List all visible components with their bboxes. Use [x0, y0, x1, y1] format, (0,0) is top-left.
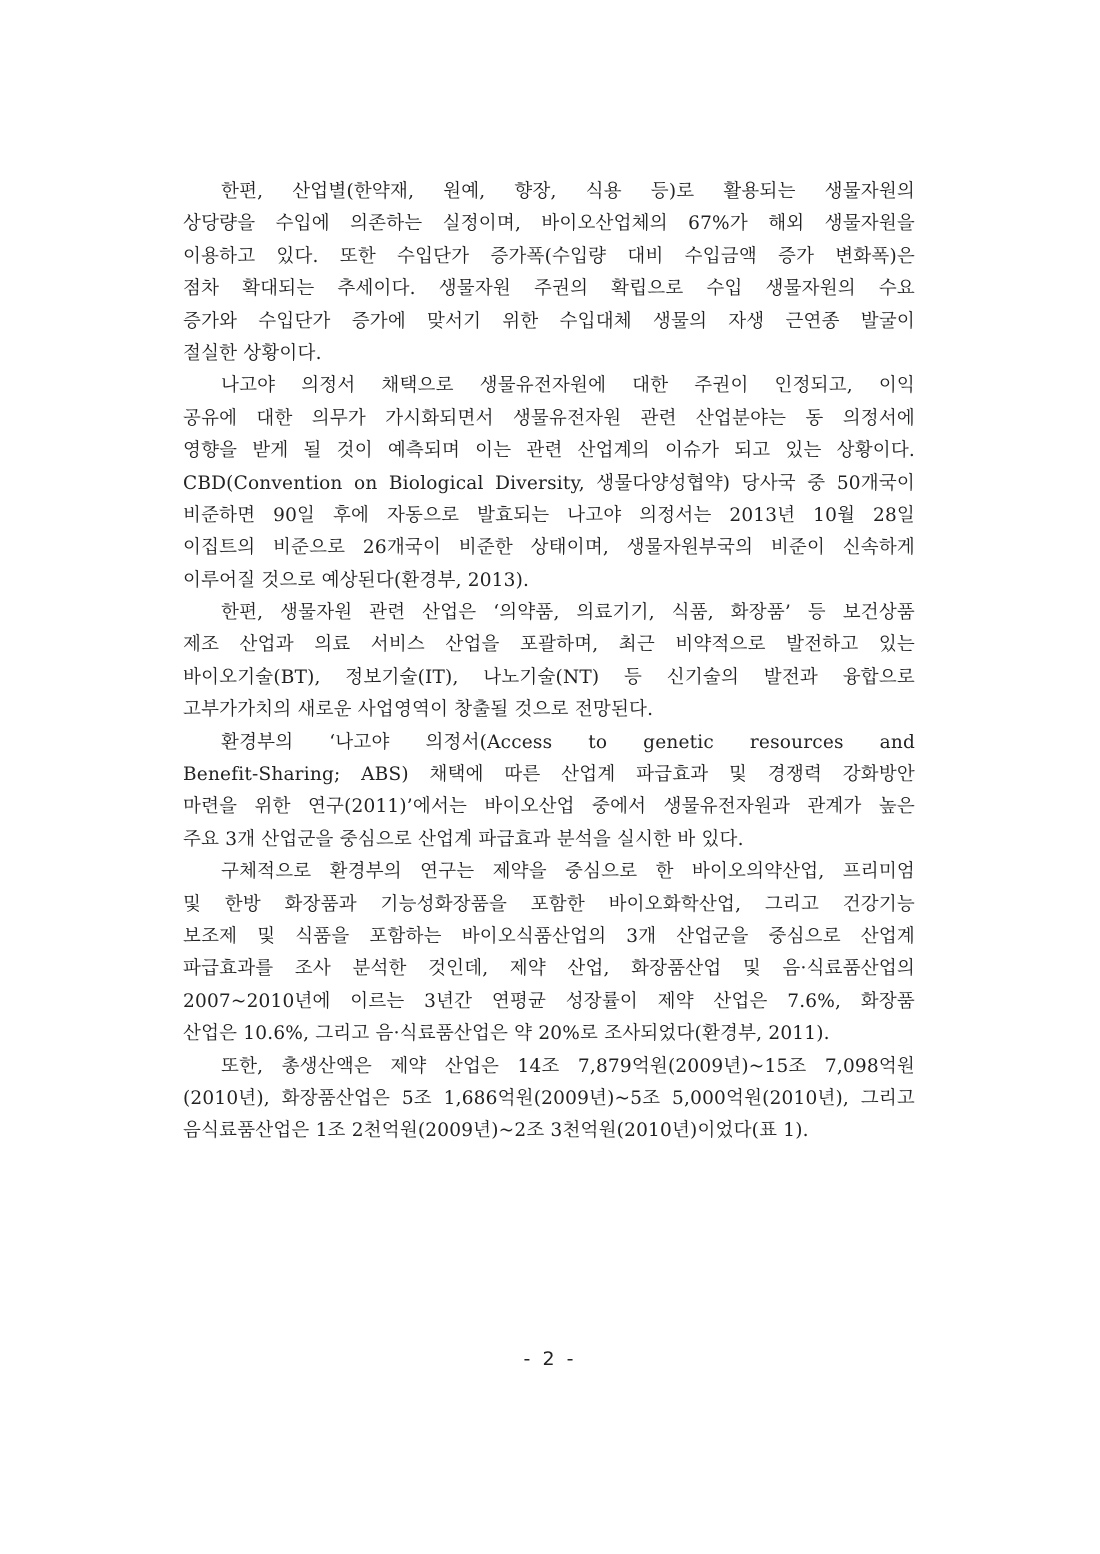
text-line: 비준하면 90일 후에 자동으로 발효되는 나고야 의정서는 2013년 10월 28일	[183, 504, 915, 526]
text-line: 한편, 생물자원 관련 산업은 ‘의약품, 의료기기, 식품, 화장품’ 등 보건상품	[221, 602, 915, 624]
text-line: Benefit-Sharing; ABS) 채택에 따른 산업계 파급효과 및 경쟁력 강화방안	[183, 764, 915, 786]
text-line: (2010년), 화장품산업은 5조 1,686억원(2009년)~5조 5,000억원(2010년), 그리고	[183, 1087, 915, 1109]
text-line: CBD(Convention on Biological Diversity, 생물다양성협약) 당사국 중 50개국이	[183, 472, 915, 494]
text-line: 고부가가치의 새로운 사업영역이 창출될 것으로 전망된다.	[183, 699, 654, 721]
paragraph-1	[183, 176, 915, 370]
text-line: 바이오기술(BT), 정보기술(IT), 나노기술(NT) 등 신기술의 발전과 융합으로	[183, 666, 915, 688]
text-line: 보조제 및 식품을 포함하는 바이오식품산업의 3개 산업군을 중심으로 산업계	[183, 925, 915, 947]
text-line: 산업은 10.6%, 그리고 음·식료품산업은 약 20%로 조사되었다(환경부, 2011).	[183, 1023, 830, 1045]
text-line: 또한, 총생산액은 제약 산업은 14조 7,879억원(2009년)~15조 7,098억원	[221, 1055, 915, 1077]
text-line: 마련을 위한 연구(2011)’에서는 바이오산업 중에서 생물유전자원과 관계가 높은	[183, 796, 915, 818]
text-line: 이루어질 것으로 예상된다(환경부, 2013).	[183, 569, 530, 591]
text-line: 증가와 수입단가 증가에 맞서기 위한 수입대체 생물의 자생 근연종 발굴이	[183, 310, 915, 332]
text-line: 점차 확대되는 추세이다. 생물자원 주권의 확립으로 수입 생물자원의 수요	[183, 278, 915, 300]
body-text	[183, 176, 915, 1148]
text-line: 이용하고 있다. 또한 수입단가 증가폭(수입량 대비 수입금액 증가 변화폭)은	[183, 245, 915, 267]
paragraph-2	[183, 370, 915, 597]
paragraph-3	[183, 597, 915, 727]
text-line: 제조 산업과 의료 서비스 산업을 포괄하며, 최근 비약적으로 발전하고 있는	[183, 634, 915, 656]
text-line: 음식료품산업은 1조 2천억원(2009년)~2조 3천억원(2010년)이었다(표 1).	[183, 1120, 809, 1142]
text-line: 파급효과를 조사 분석한 것인데, 제약 산업, 화장품산업 및 음·식료품산업의	[183, 958, 915, 980]
text-line: 나고야 의정서 채택으로 생물유전자원에 대한 주권이 인정되고, 이익	[221, 375, 915, 397]
text-line: 한편, 산업별(한약재, 원예, 향장, 식용 등)로 활용되는 생물자원의	[221, 181, 915, 202]
page-number: - 2 -	[523, 1348, 577, 1370]
text-line: 절실한 상황이다.	[183, 342, 322, 364]
text-line: 환경부의 ‘나고야 의정서(Access to genetic resources and	[221, 731, 915, 753]
text-line: 구체적으로 환경부의 연구는 제약을 중심으로 한 바이오의약산업, 프리미엄	[221, 861, 915, 883]
paragraph-5	[183, 856, 915, 1050]
text-line: 2007~2010년에 이르는 3년간 연평균 성장률이 제약 산업은 7.6%, 화장품	[183, 990, 915, 1012]
text-line: 및 한방 화장품과 기능성화장품을 포함한 바이오화학산업, 그리고 건강기능	[183, 893, 915, 915]
text-line: 이집트의 비준으로 26개국이 비준한 상태이며, 생물자원부국의 비준이 신속하게	[183, 537, 915, 559]
text-line: 영향을 받게 될 것이 예측되며 이는 관련 산업계의 이슈가 되고 있는 상황이다.	[183, 440, 915, 462]
paragraph-4	[183, 727, 915, 857]
text-line: 주요 3개 산업군을 중심으로 산업계 파급효과 분석을 실시한 바 있다.	[183, 828, 744, 850]
text-line: 공유에 대한 의무가 가시화되면서 생물유전자원 관련 산업분야는 동 의정서에	[183, 407, 915, 429]
text-line: 상당량을 수입에 의존하는 실정이며, 바이오산업체의 67%가 해외 생물자원을	[183, 213, 915, 235]
paragraph-6	[183, 1051, 915, 1148]
